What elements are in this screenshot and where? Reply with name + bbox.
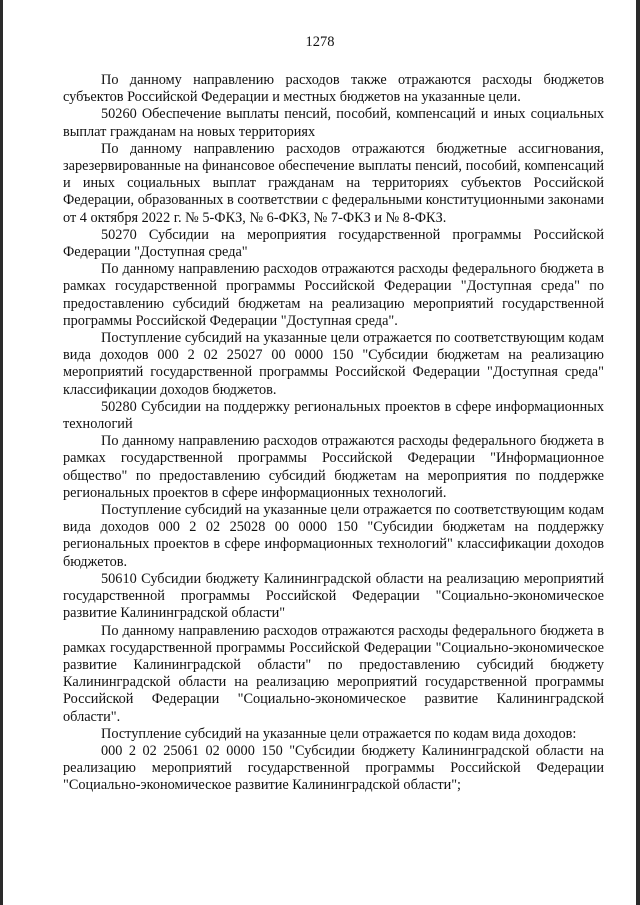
paragraph: По данному направлению расходов отражаются расходы федерального бюджета в рамках государственной программы Российской Федерации "Доступная среда" по предоставлению субсидий бюджетам на реализацию мероприятий государственной программы Российской Федерации "Доступная среда". [63, 261, 604, 329]
paragraph: По данному направлению расходов отражаются расходы федерального бюджета в рамках государственной программы Российской Федерации "Социально-экономическое развитие Калининградской области" по предоставлению субсидий бюджету Калининградской области на реализацию мероприятий государственной программы Российской Федерации "Социально-экономическое развитие Калининградской области". [63, 622, 604, 725]
paragraph: По данному направлению расходов отражаются бюджетные ассигнования, зарезервированные на финансовое обеспечение выплаты пенсий, пособий, компенсаций и иных социальных выплат гражданам на территориях субъектов Российской Федерации, образованных в соответствии с федеральными конституционными законами от 4 октября 2022 г. № 5-ФКЗ, № 6-ФКЗ, № 7-ФКЗ и № 8-ФКЗ. [63, 140, 604, 226]
paragraph: Поступление субсидий на указанные цели отражается по соответствующим кодам вида доходов 000 2 02 25027 00 0000 150 "Субсидии бюджетам на реализацию мероприятий государственной программы Российской Федерации "Доступная среда" классификации доходов бюджетов. [63, 330, 604, 398]
section-heading-50610: 50610 Субсидии бюджету Калининградской области на реализацию мероприятий государственной программы Российской Федерации "Социально-экономическое развитие Калининградской области" [63, 570, 604, 622]
section-heading-50260: 50260 Обеспечение выплаты пенсий, пособий, компенсаций и иных социальных выплат гражданам на новых территориях [63, 106, 604, 140]
section-heading-50270: 50270 Субсидии на мероприятия государственной программы Российской Федерации "Доступная среда" [63, 226, 604, 261]
paragraph: 000 2 02 25061 02 0000 150 "Субсидии бюджету Калининградской области на реализацию мероприятий государственной программы Российской Федерации "Социально-экономическое развитие Калининградской области"; [63, 742, 604, 794]
section-heading-50280: 50280 Субсидии на поддержку региональных проектов в сфере информационных технологий [63, 398, 604, 433]
paragraph: По данному направлению расходов также отражаются расходы бюджетов субъектов Российской Федерации и местных бюджетов на указанные цели. [63, 72, 604, 106]
paragraph: Поступление субсидий на указанные цели отражается по кодам вида доходов: [101, 725, 577, 742]
page-number: 1278 [305, 34, 335, 50]
document-body [63, 72, 604, 795]
paragraph: Поступление субсидий на указанные цели отражается по соответствующим кодам вида доходов 000 2 02 25028 00 0000 150 "Субсидии бюджетам на поддержку региональных проектов в сфере информационных технологий" классификации доходов бюджетов. [63, 502, 604, 570]
paragraph: По данному направлению расходов отражаются расходы федерального бюджета в рамках государственной программы Российской Федерации "Информационное общество" по предоставлению субсидий бюджетам на мероприятия по поддержке региональных проектов в сфере информационных технологий. [63, 433, 604, 501]
